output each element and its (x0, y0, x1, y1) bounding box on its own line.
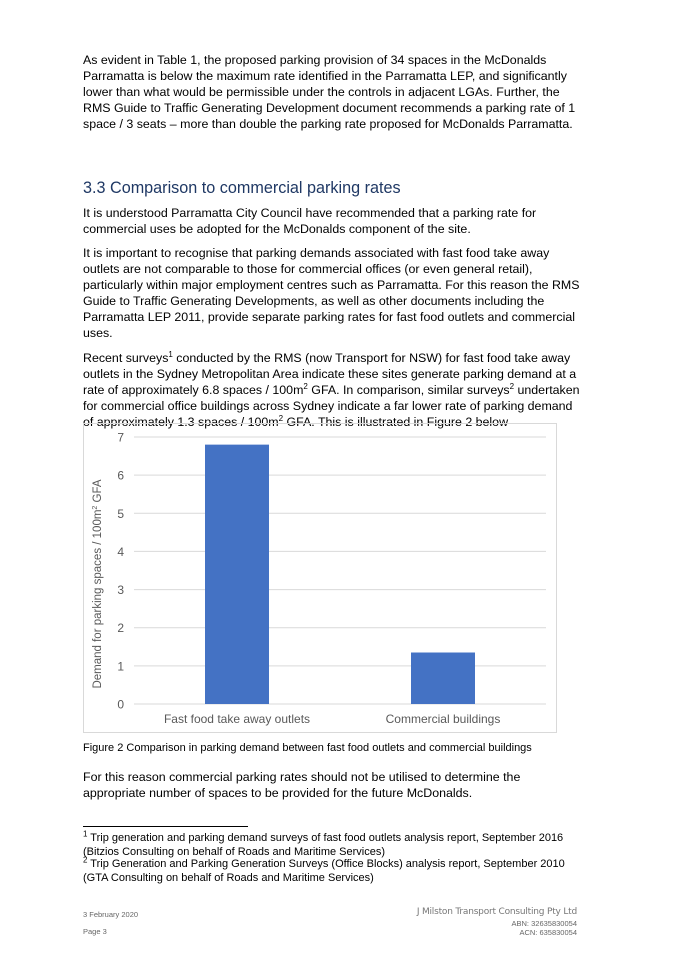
conclusion-paragraph: For this reason commercial parking rates should not be utilised to determine the appropriate number of spaces to be provided for the future McDonalds. (83, 770, 521, 801)
footnote-2 (83, 855, 583, 885)
chart-x-labels (164, 712, 500, 726)
superscript-2: 2 (303, 382, 308, 392)
surveys-paragraph (83, 350, 583, 430)
y-tick-label: 0 (117, 697, 124, 712)
footer-abn: ABN: 32635830054 (511, 919, 577, 928)
footnote-2-number: 2 (83, 855, 88, 865)
y-label-tail: GFA (92, 479, 104, 506)
recognise-paragraph: It is important to recognise that parking demands associated with fast food take away outlets are not comparable to those for commercial offices (or even general retail), particularly within major employment centres such as Parramatta. For this reason the RMS Guide to Traffic Generating Developments, as well as other documents including the Parramatta LEP 2011, provide separate parking rates for fast food outlets and commercial uses. (83, 246, 580, 341)
y-tick-label: 4 (117, 544, 124, 559)
parking-demand-chart (83, 423, 557, 733)
surveys-text-c: GFA. In comparison, similar surveys (307, 383, 510, 398)
chart-y-axis-label (92, 479, 104, 688)
footnote-ref-1: 1 (168, 349, 173, 359)
y-tick-label: 5 (117, 506, 124, 521)
bar-0 (205, 445, 269, 704)
footer-page: Page 3 (83, 927, 107, 936)
footnote-separator (83, 826, 248, 827)
chart-grid (134, 437, 546, 704)
y-label-main: Demand for parking spaces / 100m (92, 509, 104, 689)
footer-date: 3 February 2020 (83, 910, 139, 919)
x-category-label: Fast food take away outlets (163, 712, 311, 726)
footnote-2-text: Trip Generation and Parking Generation Surveys (Office Blocks) analysis report, September 2010 (GTA Consulting on behalf of Roads and Maritime Services) (83, 858, 565, 884)
intro-paragraph: As evident in Table 1, the proposed parking provision of 34 spaces in the McDonalds Parramatta is below the maximum rate identified in the Parramatta LEP, and significantly lower than what would be permissible under the controls in adjacent LGAs. Further, the RMS Guide to Traffic Generating Development document recommends a parking rate of 1 space / 3 seats – more than double the parking rate proposed for McDonalds Parramatta. (83, 53, 576, 132)
y-tick-label: 3 (117, 583, 124, 598)
y-tick-label: 6 (117, 468, 124, 483)
section-heading: 3.3 Comparison to commercial parking rates (83, 179, 401, 197)
y-tick-label: 2 (117, 621, 124, 636)
bar-1 (411, 653, 475, 704)
surveys-text-e: GFA. This is illustrated in Figure 2 below (283, 415, 509, 430)
footer-company: J Milston Transport Consulting Pty Ltd (416, 907, 577, 917)
footnote-ref-2: 2 (509, 382, 515, 392)
y-tick-label: 1 (117, 659, 124, 674)
surveys-text-a: Recent surveys (83, 351, 169, 365)
surveys-text-b: conducted by the RMS (now Transport for NSW) for fast food take away outlets in the Sydney Metropolitan Area indicate these sites generate parking demand at a rate of approximately 6.8 spaces / 100m (83, 351, 577, 398)
chart-canvas (84, 424, 556, 732)
footnote-1 (83, 829, 583, 859)
council-paragraph: It is understood Parramatta City Council have recommended that a parking rate for commercial uses be adopted for the McDonalds component of the site. (83, 206, 537, 237)
surveys-text-d: undertaken for commercial office buildings across Sydney indicate a far lower rate of parking demand of approximately 1.3 spaces / 100m (83, 383, 580, 430)
footnote-1-text: Trip generation and parking demand surveys of fast food outlets analysis report, September 2016 (Bitzios Consulting on behalf of Roads and Maritime Services) (83, 832, 564, 858)
chart-y-ticks (117, 431, 124, 712)
figure-caption: Figure 2 Comparison in parking demand between fast food outlets and commercial buildings (83, 742, 532, 754)
y-label-sup: 2 (92, 505, 99, 510)
footer-acn: ACN: 635830054 (519, 928, 577, 937)
y-tick-label: 7 (117, 430, 124, 445)
x-category-label: Commercial buildings (385, 712, 501, 726)
superscript-2b: 2 (278, 414, 284, 424)
chart-bars (205, 445, 475, 704)
footnote-1-number: 1 (83, 829, 88, 839)
